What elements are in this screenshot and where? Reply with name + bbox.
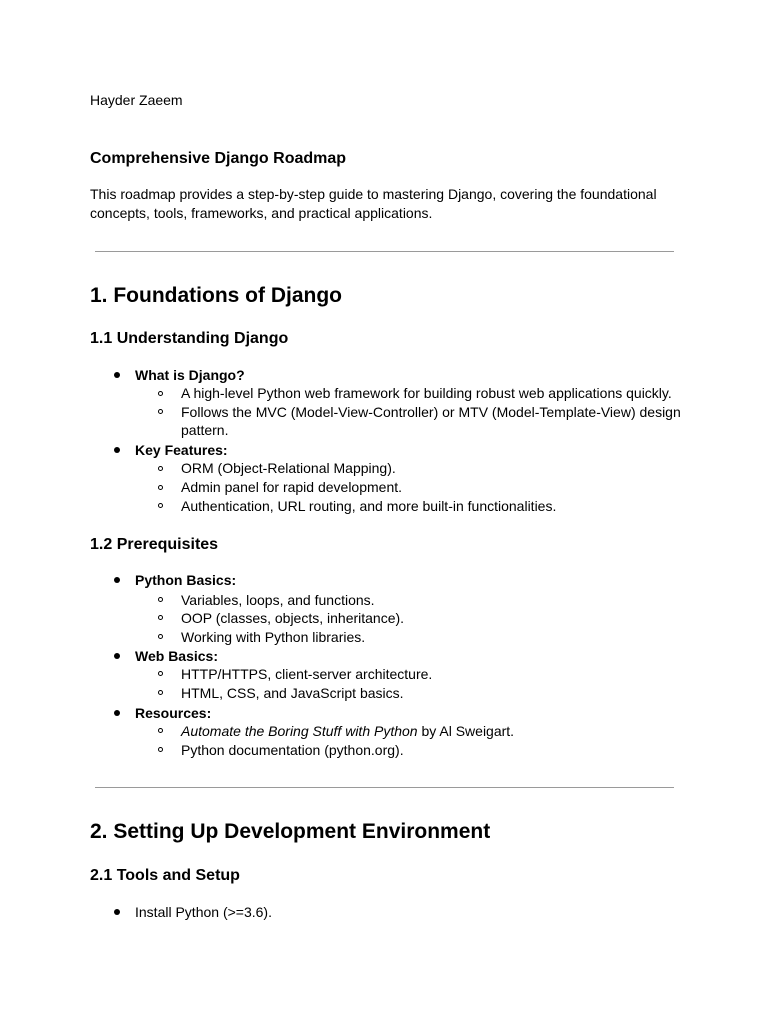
bullet-disc-icon	[114, 653, 120, 659]
horizontal-divider	[95, 251, 674, 252]
list-item: Follows the MVC (Model-View-Controller) or MTV (Model-Template-View) design	[181, 404, 681, 420]
bullet-circle-icon	[158, 391, 163, 396]
book-title: Automate the Boring Stuff with Python	[181, 723, 418, 739]
intro-line: concepts, tools, frameworks, and practical applications.	[90, 205, 433, 221]
bullet-disc-icon	[114, 577, 120, 583]
document-title: Comprehensive Django Roadmap	[90, 150, 347, 167]
list-item-python-basics: Python Basics:	[135, 572, 237, 588]
subsection-heading-prerequisites: 1.2 Prerequisites	[90, 536, 219, 553]
intro-paragraph	[90, 185, 690, 223]
horizontal-divider	[95, 787, 674, 788]
list-item: HTTP/HTTPS, client-server architecture.	[181, 666, 433, 682]
bullet-circle-icon	[158, 485, 163, 490]
author-name: Hayder Zaeem	[90, 92, 183, 108]
bullet-circle-icon	[158, 597, 163, 602]
list-item-book	[181, 722, 514, 740]
bullet-circle-icon	[158, 466, 163, 471]
list-item: Python documentation (python.org).	[181, 742, 404, 758]
bullet-disc-icon	[114, 372, 120, 378]
list-item-what-is-django: What is Django?	[135, 367, 245, 383]
bullet-circle-icon	[158, 728, 163, 733]
bullet-disc-icon	[114, 710, 120, 716]
list-item: Working with Python libraries.	[181, 629, 366, 645]
list-item: Admin panel for rapid development.	[181, 479, 403, 495]
list-item-web-basics: Web Basics:	[135, 648, 218, 664]
intro-line: This roadmap provides a step-by-step guide to mastering Django, covering the foundational	[90, 186, 657, 202]
list-item: Authentication, URL routing, and more built-in functionalities.	[181, 498, 557, 514]
list-item-key-features: Key Features:	[135, 442, 228, 458]
subsection-heading-understanding: 1.1 Understanding Django	[90, 330, 289, 347]
subsection-heading-tools: 2.1 Tools and Setup	[90, 867, 240, 884]
bullet-circle-icon	[158, 615, 163, 620]
list-item: ORM (Object-Relational Mapping).	[181, 460, 396, 476]
bullet-disc-icon	[114, 447, 120, 453]
bullet-circle-icon	[158, 503, 163, 508]
list-item: A high-level Python web framework for building robust web applications quickly.	[181, 385, 672, 401]
book-author: by Al Sweigart.	[417, 723, 515, 739]
bullet-circle-icon	[158, 409, 163, 414]
bullet-disc-icon	[114, 909, 120, 915]
bullet-circle-icon	[158, 747, 163, 752]
bullet-circle-icon	[158, 690, 163, 695]
list-item: Install Python (>=3.6).	[135, 904, 272, 920]
bullet-circle-icon	[158, 671, 163, 676]
section-heading-foundations: 1. Foundations of Django	[90, 284, 342, 307]
list-item-continuation: pattern.	[181, 422, 229, 438]
list-item: Variables, loops, and functions.	[181, 592, 375, 608]
list-item: HTML, CSS, and JavaScript basics.	[181, 685, 404, 701]
list-item-resources: Resources:	[135, 705, 212, 721]
section-heading-setup: 2. Setting Up Development Environment	[90, 820, 491, 843]
bullet-circle-icon	[158, 634, 163, 639]
list-item: OOP (classes, objects, inheritance).	[181, 610, 405, 626]
